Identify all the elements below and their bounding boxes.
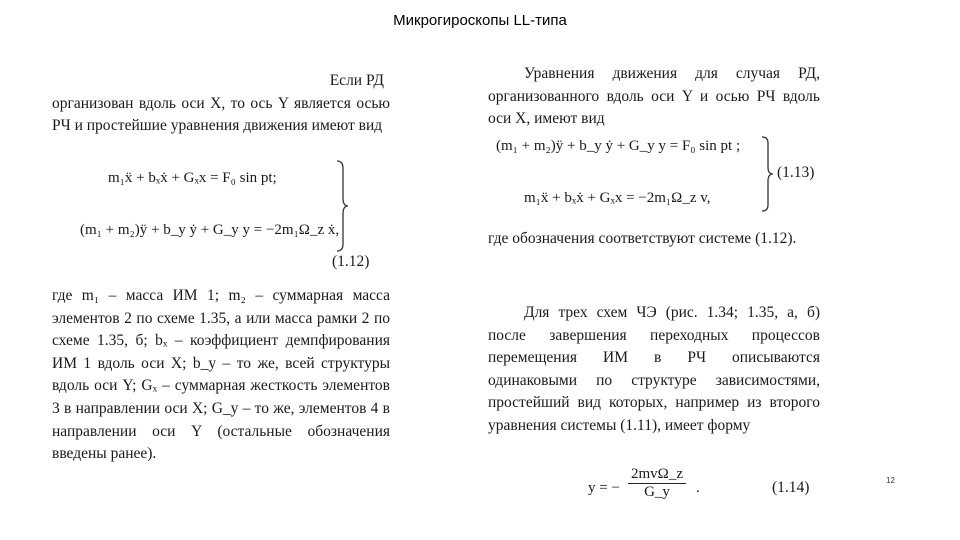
right-after-equation: где обозначения соответствуют системе (1.12). xyxy=(488,230,797,247)
right-paragraph-2: Для трех схем ЧЭ (рис. 1.34; 1.35, а, б) после завершения переходных процессов перемещения ИМ в РЧ описываются одинаковыми по структуре зависимостями, простейший вид которых, например из второго уравнения системы (1.11), имеет форму xyxy=(488,304,820,434)
formula-numerator: 2mvΩ_z xyxy=(628,466,686,484)
formula-lhs: y = − xyxy=(588,480,620,496)
right-column xyxy=(488,63,820,131)
left-definitions-block xyxy=(52,285,390,466)
left-brace xyxy=(335,160,349,252)
left-equation-2: (m₁ + m₂)ÿ + b_y ẏ + G_y y = −2m₁Ω_z ẋ, xyxy=(80,222,340,238)
left-definitions: где m₁ – масса ИМ 1; m₂ – суммарная масса элементов 2 по схеме 1.35, а или масса рамки 2 по схеме 1.35, б; bₓ – коэффициент демпфирования ИМ 1 вдоль оси X; b_y – то же, всей структуры вдоль оси Y; Gₓ – суммарная жесткость элементов 3 в направлении оси X; G_y – то же, элементов 4 в направлении оси Y (остальные обозначения введены ранее). xyxy=(52,287,390,463)
formula-tail: . xyxy=(696,480,700,496)
slide-title: Микрогироскопы LL-типа xyxy=(393,12,567,29)
left-intro-text: организован вдоль оси X, то ось Y является осью РЧ и простейшие уравнения движения имеют вид xyxy=(52,94,390,135)
formula-fraction xyxy=(628,466,686,501)
left-equation-number: (1.12) xyxy=(332,253,370,270)
left-intro-first: Если РД xyxy=(329,72,384,89)
formula-number: (1.14) xyxy=(772,479,810,496)
formula-denominator: G_y xyxy=(644,484,670,500)
left-equation-1: m₁ẍ + bₓẋ + Gₓx = F₀ sin pt; xyxy=(108,170,277,186)
right-equation-1: (m₁ + m₂)ÿ + b_y ẏ + G_y y = F₀ sin pt ; xyxy=(496,138,741,154)
right-equation-2: m₁ẍ + bₓẋ + Gₓx = −2m₁Ω_z v, xyxy=(524,190,711,206)
page-number: 12 xyxy=(886,476,895,485)
right-equation-number: (1.13) xyxy=(777,164,815,181)
left-column xyxy=(52,70,390,138)
right-intro-text: Уравнения движения для случая РД, организованного вдоль оси Y и осью РЧ вдоль оси X, имеют вид xyxy=(488,65,820,128)
right-after-eq-block xyxy=(488,228,820,251)
right-paragraph-2-block xyxy=(488,302,820,438)
right-brace xyxy=(760,136,774,212)
